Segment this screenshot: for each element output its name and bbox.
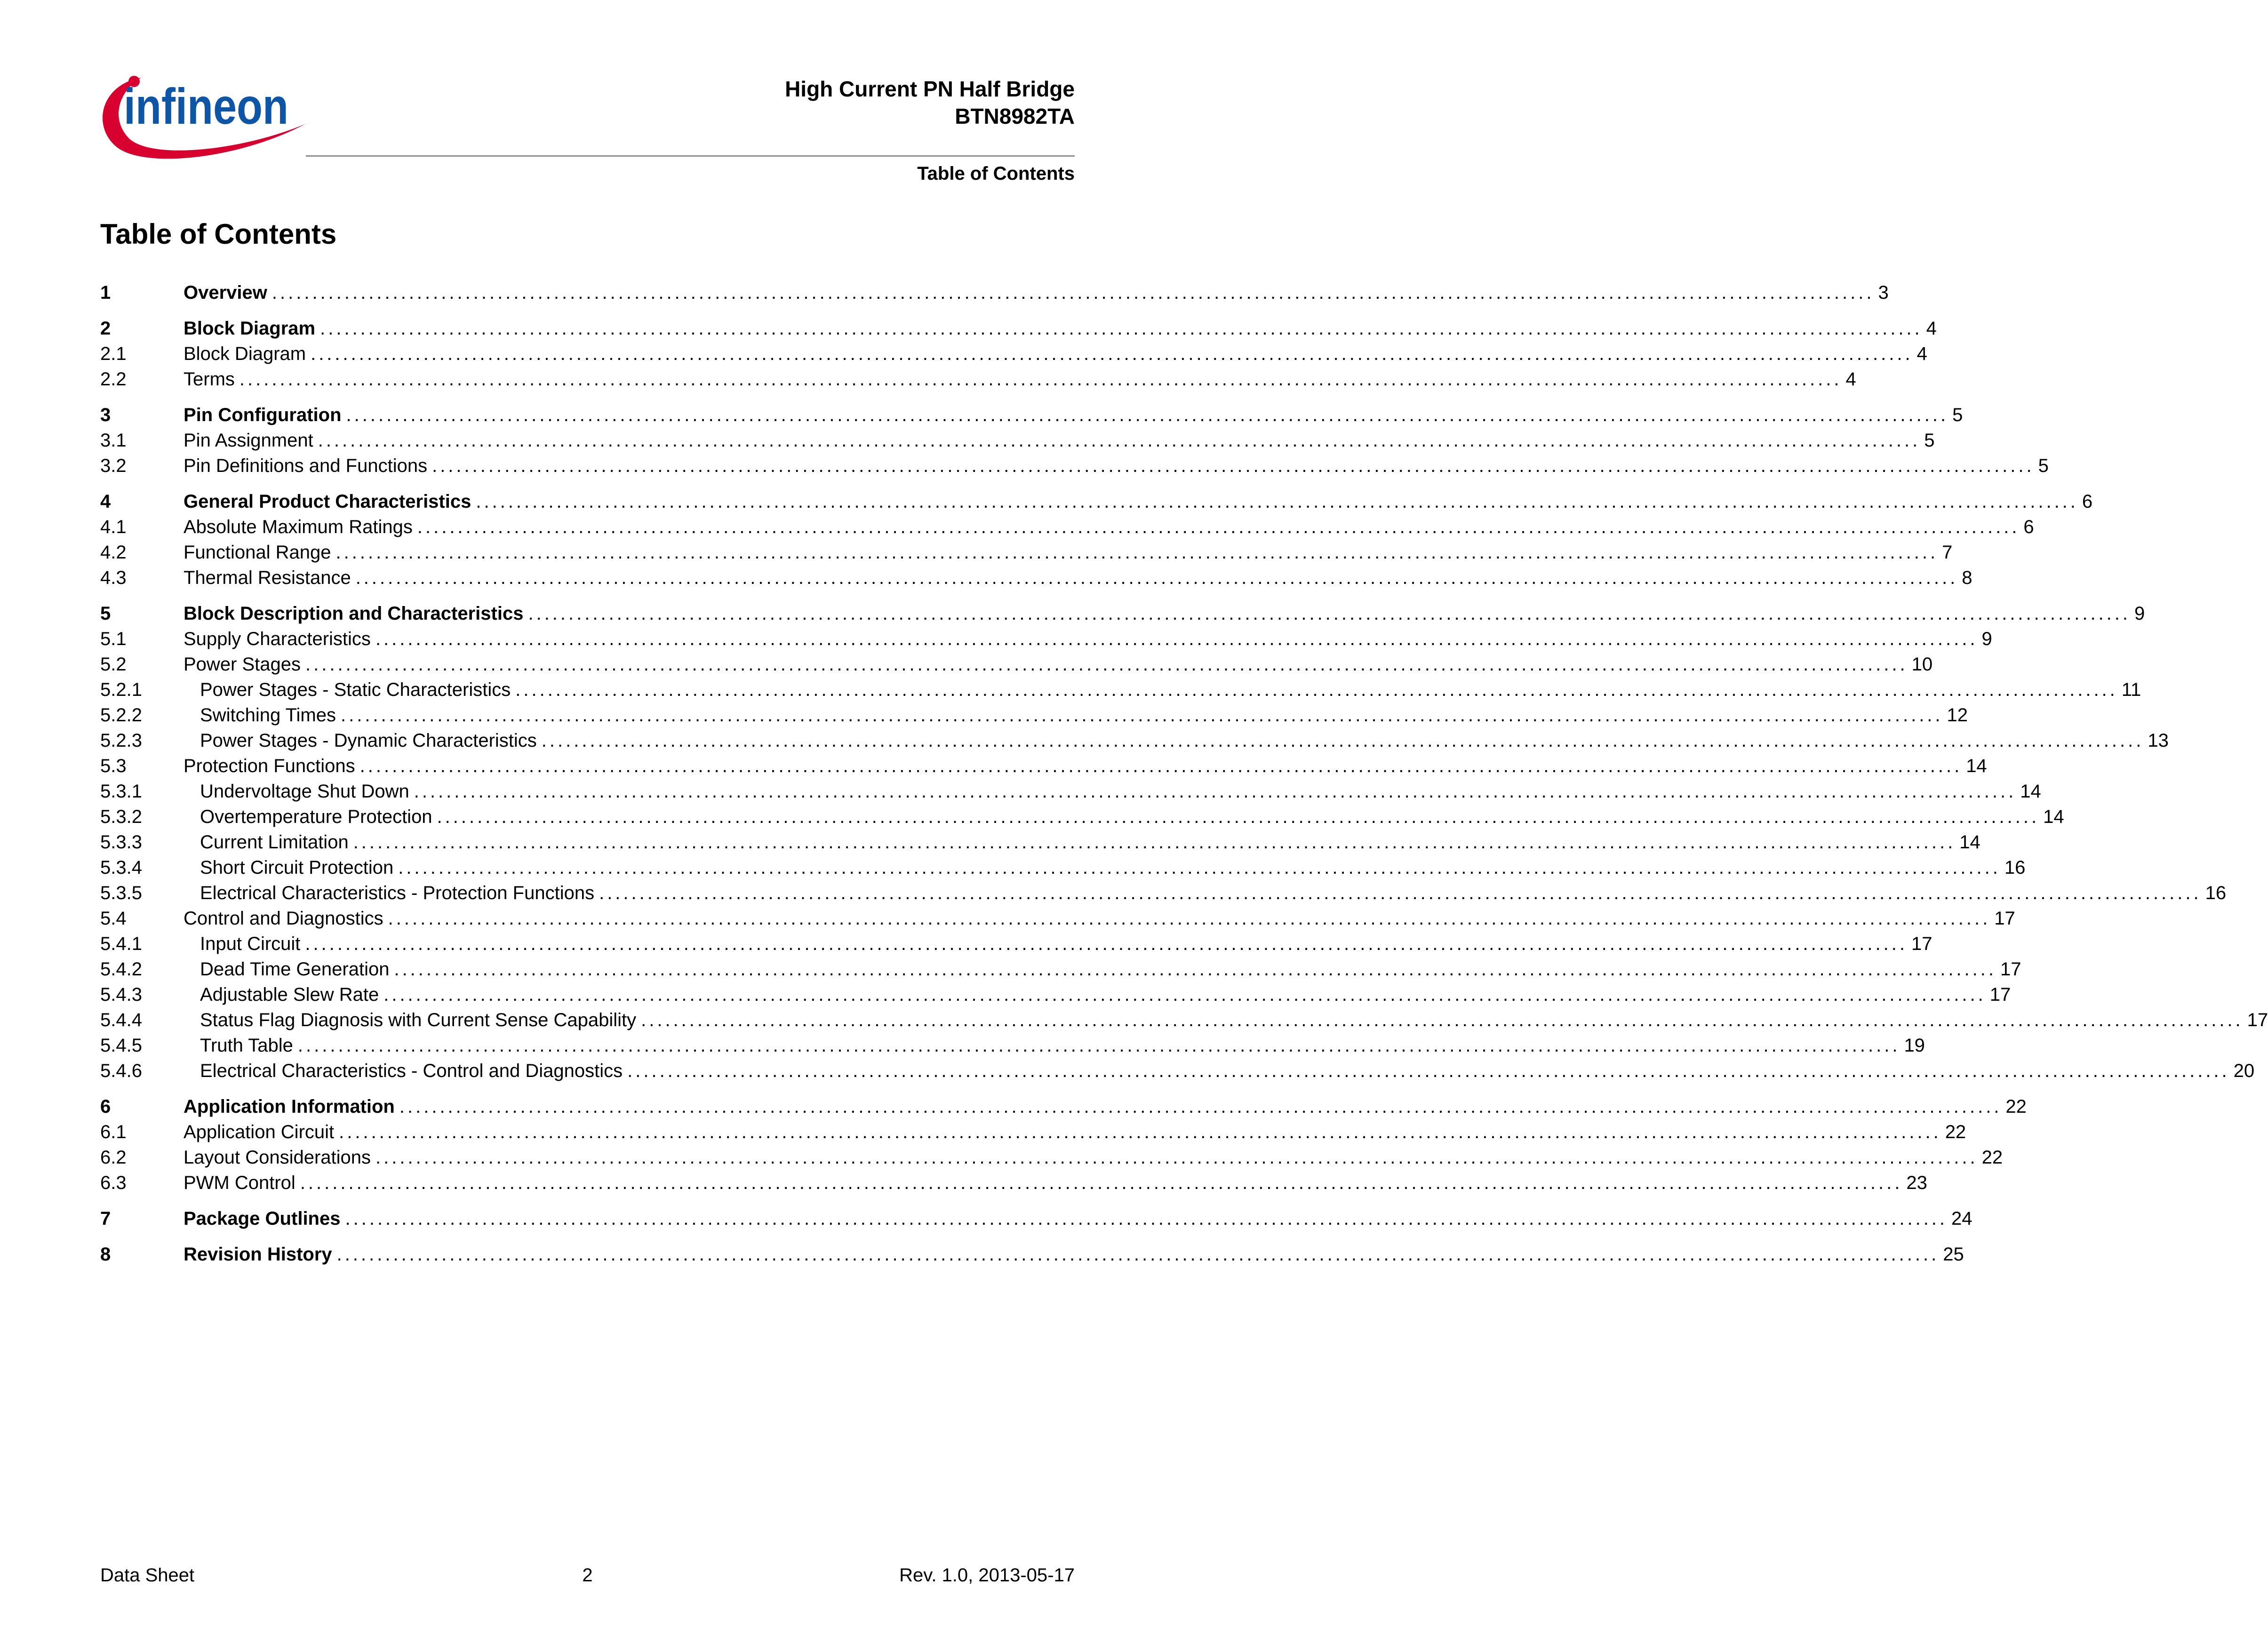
toc-entry-page[interactable]: 14 [1966, 756, 1987, 776]
toc-entry-number: 2 [100, 318, 111, 339]
toc-entry-title[interactable]: Functional Range [184, 542, 331, 563]
toc-entry-number: 5.4.4 [100, 1010, 142, 1030]
toc-dot-leader: ....................................................................................................................................................................................................... [476, 491, 2078, 512]
toc-entry[interactable] [100, 804, 2064, 829]
toc-entry[interactable] [100, 1007, 2268, 1033]
toc-entry-number: 5.4.6 [100, 1061, 142, 1081]
toc-entry-number: 5.4.3 [100, 984, 142, 1005]
toc-entry-page[interactable]: 3 [1878, 282, 1889, 303]
toc-entry-number: 3 [100, 405, 111, 425]
toc-dot-leader: ....................................................................................................................................................................................................... [318, 430, 1921, 451]
toc-entry-title[interactable]: Pin Definitions and Functions [184, 455, 428, 476]
toc-entry-page[interactable]: 17 [2000, 959, 2021, 980]
toc-entry-page[interactable]: 8 [1962, 567, 1973, 588]
toc-entry-page[interactable]: 25 [1943, 1244, 1964, 1265]
toc-dot-leader: ....................................................................................................................................................................................................... [528, 603, 2131, 624]
toc-entry[interactable] [100, 652, 1933, 677]
header-section-label: Table of Contents [917, 163, 1075, 184]
toc-entry-number: 5.3.5 [100, 883, 142, 903]
toc-dot-leader: ....................................................................................................................................................................................................... [340, 705, 1943, 726]
toc-entry-title[interactable]: Application Circuit [184, 1122, 335, 1142]
toc-entry-title[interactable]: Supply Characteristics [184, 629, 371, 649]
toc-dot-leader: ....................................................................................................................................................................................................... [305, 933, 1908, 954]
toc-entry-number: 5.4 [100, 908, 127, 929]
toc-entry-title[interactable]: Short Circuit Protection [200, 857, 394, 878]
toc-entry-number: 3.1 [100, 430, 127, 451]
toc-entry-number: 4.2 [100, 542, 127, 563]
toc-entry-page[interactable]: 10 [1911, 654, 1933, 675]
product-line-1: High Current PN Half Bridge [785, 77, 1075, 101]
toc-entry-number: 5.3.3 [100, 832, 142, 853]
toc-entry-title[interactable]: Electrical Characteristics - Protection Functions [200, 883, 595, 903]
toc-entry-page[interactable]: 24 [1951, 1208, 1973, 1229]
toc-entry[interactable] [100, 1170, 1927, 1196]
toc-entry-page[interactable]: 9 [2134, 603, 2145, 624]
toc-entry-page[interactable]: 9 [1981, 629, 1992, 649]
toc-entry-page[interactable]: 5 [2038, 455, 2049, 476]
toc-entry-number: 2.2 [100, 369, 127, 390]
toc-entry[interactable] [100, 1119, 1966, 1145]
toc-entry-page[interactable]: 16 [2205, 883, 2227, 903]
toc-entry[interactable] [100, 341, 1927, 367]
toc-entry-number: 2.1 [100, 343, 127, 364]
toc-entry[interactable] [100, 316, 1937, 341]
toc-entry-number: 5.4.1 [100, 933, 142, 954]
toc-entry-title[interactable]: Application Information [184, 1096, 395, 1117]
toc-entry-page[interactable]: 14 [1959, 832, 1981, 853]
toc-dot-leader: ....................................................................................................................................................................................................... [345, 1208, 1948, 1229]
toc-entry-page[interactable]: 13 [2148, 730, 2169, 751]
toc-entry-title[interactable]: General Product Characteristics [184, 491, 471, 512]
toc-entry-page[interactable]: 4 [1926, 318, 1937, 339]
toc-entry-number: 6.2 [100, 1147, 127, 1168]
toc-entry-page[interactable]: 17 [2247, 1010, 2268, 1030]
toc-entry-title[interactable]: Power Stages - Dynamic Characteristics [200, 730, 537, 751]
toc-entry-page[interactable]: 23 [1906, 1172, 1927, 1193]
toc-entry-title[interactable]: Undervoltage Shut Down [200, 781, 409, 802]
toc-entry-number: 5.3.2 [100, 806, 142, 827]
toc-dot-leader: ....................................................................................................................................................................................................... [394, 959, 1996, 980]
toc-dot-leader: ....................................................................................................................................................................................................... [239, 369, 1842, 390]
toc-entry-number: 6.1 [100, 1122, 127, 1142]
toc-entry-number: 5.3.4 [100, 857, 142, 878]
document-header-title [785, 75, 1075, 130]
toc-entry-number: 4.3 [100, 567, 127, 588]
toc-entry-title[interactable]: Truth Table [200, 1035, 293, 1056]
logo-wordmark: infineon [124, 78, 288, 135]
toc-entry[interactable] [100, 565, 1973, 590]
toc-entry-page[interactable]: 5 [1924, 430, 1935, 451]
toc-entry-title[interactable]: Switching Times [200, 705, 336, 726]
toc-entry-number: 6.3 [100, 1172, 127, 1193]
toc-dot-leader: ....................................................................................................................................................................................................... [336, 1244, 1940, 1265]
toc-entry-title[interactable]: Overtemperature Protection [200, 806, 432, 827]
toc-entry-page[interactable]: 4 [1845, 369, 1856, 390]
toc-entry-page[interactable]: 19 [1904, 1035, 1925, 1056]
toc-entry-page[interactable]: 7 [1942, 542, 1953, 563]
toc-entry-title[interactable]: Block Diagram [184, 343, 306, 364]
toc-entry[interactable] [100, 931, 1933, 957]
toc-entry-number: 5 [100, 603, 111, 624]
toc-entry-page[interactable]: 4 [1917, 343, 1927, 364]
infineon-logo [96, 64, 313, 165]
toc-entry[interactable] [100, 982, 2011, 1007]
table-of-contents [100, 280, 2268, 1267]
infineon-logo-mark [96, 64, 313, 165]
toc-entry-title[interactable]: Thermal Resistance [184, 567, 351, 588]
toc-entry[interactable] [100, 1242, 1964, 1267]
toc-dot-leader: ....................................................................................................................................................................................................... [388, 908, 1991, 929]
toc-dot-leader: ....................................................................................................................................................................................................... [272, 282, 1875, 303]
toc-entry[interactable] [100, 1033, 1925, 1058]
toc-entry-page[interactable]: 20 [2233, 1061, 2255, 1081]
toc-entry-page[interactable]: 17 [1989, 984, 2011, 1005]
toc-entry[interactable] [100, 906, 2015, 931]
header-divider [306, 155, 1075, 157]
toc-entry-title[interactable]: PWM Control [184, 1172, 295, 1193]
toc-dot-leader: ....................................................................................................................................................................................................... [339, 1122, 1941, 1142]
toc-dot-leader: ....................................................................................................................................................................................................... [417, 517, 2020, 537]
toc-entry[interactable] [100, 677, 2141, 702]
toc-entry-page[interactable]: 5 [1952, 405, 1963, 425]
page-footer [100, 1562, 1075, 1588]
toc-entry[interactable] [100, 402, 1963, 428]
toc-entry-title[interactable]: Overview [184, 282, 267, 303]
toc-dot-leader: ....................................................................................................................................................................................................... [300, 1172, 1903, 1193]
toc-entry-title[interactable]: Protection Functions [184, 756, 355, 776]
toc-dot-leader: ....................................................................................................................................................................................................... [320, 318, 1923, 339]
toc-entry[interactable] [100, 880, 2227, 906]
toc-dot-leader: ....................................................................................................................................................................................................... [398, 857, 2001, 878]
toc-dot-leader: ....................................................................................................................................................................................................... [375, 1147, 1978, 1168]
toc-entry-title[interactable]: Absolute Maximum Ratings [184, 517, 413, 537]
toc-entry-page[interactable]: 6 [2023, 517, 2034, 537]
toc-entry[interactable] [100, 428, 1935, 453]
toc-entry-title[interactable]: Terms [184, 369, 235, 390]
toc-entry[interactable] [100, 626, 1992, 652]
toc-entry-title[interactable]: Status Flag Diagnosis with Current Sense Capability [200, 1010, 637, 1030]
toc-entry-page[interactable]: 11 [2121, 679, 2141, 700]
toc-dot-leader: ....................................................................................................................................................................................................... [414, 781, 2017, 802]
toc-entry-title[interactable]: Dead Time Generation [200, 959, 390, 980]
toc-dot-leader: ....................................................................................................................................................................................................... [641, 1010, 2244, 1030]
toc-entry-title[interactable]: Power Stages [184, 654, 301, 675]
toc-entry-page[interactable]: 6 [2082, 491, 2093, 512]
toc-dot-leader: ....................................................................................................................................................................................................... [353, 832, 1956, 853]
toc-dot-leader: ....................................................................................................................................................................................................... [297, 1035, 1901, 1056]
toc-entry-page[interactable]: 22 [1981, 1147, 2003, 1168]
toc-entry[interactable] [100, 367, 1856, 392]
toc-entry[interactable] [100, 1206, 1973, 1231]
toc-entry-page[interactable]: 16 [2004, 857, 2026, 878]
toc-entry-page[interactable]: 14 [2020, 781, 2041, 802]
toc-entry-title[interactable]: Block Diagram [184, 318, 316, 339]
toc-dot-leader: ....................................................................................................................................................................................................... [627, 1061, 2230, 1081]
toc-dot-leader: ....................................................................................................................................................................................................... [432, 455, 2035, 476]
toc-dot-leader: ....................................................................................................................................................................................................... [355, 567, 1958, 588]
toc-entry-title[interactable]: Power Stages - Static Characteristics [200, 679, 511, 700]
toc-entry[interactable] [100, 1145, 2003, 1170]
toc-entry-number: 8 [100, 1244, 111, 1265]
toc-entry-number: 5.1 [100, 629, 127, 649]
toc-entry-title[interactable]: Block Description and Characteristics [184, 603, 524, 624]
toc-entry-number: 5.2.1 [100, 679, 142, 700]
toc-entry[interactable] [100, 1058, 2255, 1084]
toc-entry[interactable] [100, 453, 2049, 479]
toc-entry-number: 5.4.2 [100, 959, 142, 980]
toc-entry-page[interactable]: 12 [1947, 705, 1968, 726]
toc-entry-title[interactable]: Current Limitation [200, 832, 349, 853]
toc-entry[interactable] [100, 779, 2041, 804]
toc-entry-page[interactable]: 17 [1911, 933, 1933, 954]
footer-revision: Rev. 1.0, 2013-05-17 [899, 1565, 1075, 1586]
toc-entry[interactable] [100, 601, 2145, 626]
toc-entry-title[interactable]: Revision History [184, 1244, 332, 1265]
toc-dot-leader: ....................................................................................................................................................................................................... [515, 679, 2118, 700]
toc-entry-title[interactable]: Adjustable Slew Rate [200, 984, 379, 1005]
toc-entry-number: 5.3 [100, 756, 127, 776]
toc-dot-leader: ....................................................................................................................................................................................................... [399, 1096, 2002, 1117]
product-line-2: BTN8982TA [955, 104, 1075, 128]
page-title: Table of Contents [100, 218, 337, 250]
toc-entry-number: 5.2 [100, 654, 127, 675]
toc-entry[interactable] [100, 855, 2026, 880]
toc-dot-leader: ....................................................................................................................................................................................................... [346, 405, 1949, 425]
toc-entry-title[interactable]: Electrical Characteristics - Control and Diagnostics [200, 1061, 623, 1081]
toc-entry-number: 5.3.1 [100, 781, 142, 802]
toc-entry-number: 6 [100, 1096, 111, 1117]
toc-dot-leader: ....................................................................................................................................................................................................... [383, 984, 1986, 1005]
toc-dot-leader: ....................................................................................................................................................................................................... [335, 542, 1939, 563]
toc-dot-leader: ....................................................................................................................................................................................................... [599, 883, 2202, 903]
toc-entry-title[interactable]: Package Outlines [184, 1208, 341, 1229]
toc-entry-number: 4.1 [100, 517, 127, 537]
footer-page-number: 2 [582, 1565, 593, 1586]
toc-entry-number: 5.2.2 [100, 705, 142, 726]
toc-entry-number: 7 [100, 1208, 111, 1229]
toc-entry-title[interactable]: Control and Diagnostics [184, 908, 383, 929]
toc-entry[interactable] [100, 514, 2034, 540]
toc-dot-leader: ....................................................................................................................................................................................................... [375, 629, 1978, 649]
toc-entry-number: 5.4.5 [100, 1035, 142, 1056]
toc-dot-leader: ....................................................................................................................................................................................................... [305, 654, 1908, 675]
toc-entry-number: 5.2.3 [100, 730, 142, 751]
toc-entry-page[interactable]: 22 [2005, 1096, 2027, 1117]
toc-entry-number: 3.2 [100, 455, 127, 476]
toc-entry[interactable] [100, 829, 1981, 855]
toc-dot-leader: ....................................................................................................................................................................................................... [311, 343, 1913, 364]
toc-entry[interactable] [100, 753, 1987, 779]
footer-doc-type: Data Sheet [100, 1565, 195, 1586]
toc-entry-number: 1 [100, 282, 111, 303]
toc-entry[interactable] [100, 280, 1889, 305]
toc-dot-leader: ....................................................................................................................................................................................................... [359, 756, 1963, 776]
toc-dot-leader: ....................................................................................................................................................................................................... [437, 806, 2040, 827]
toc-entry-page[interactable]: 14 [2043, 806, 2064, 827]
toc-entry-page[interactable]: 17 [1994, 908, 2015, 929]
toc-entry[interactable] [100, 540, 1953, 565]
toc-entry[interactable] [100, 489, 2093, 514]
toc-entry[interactable] [100, 702, 1968, 728]
toc-entry[interactable] [100, 728, 2169, 753]
toc-entry-title[interactable]: Layout Considerations [184, 1147, 371, 1168]
toc-entry-title[interactable]: Pin Configuration [184, 405, 342, 425]
toc-entry-number: 4 [100, 491, 111, 512]
toc-entry-title[interactable]: Input Circuit [200, 933, 301, 954]
toc-dot-leader: ....................................................................................................................................................................................................... [541, 730, 2144, 751]
toc-entry-page[interactable]: 22 [1945, 1122, 1966, 1142]
toc-entry-title[interactable]: Pin Assignment [184, 430, 313, 451]
toc-entry[interactable] [100, 957, 2021, 982]
toc-entry[interactable] [100, 1094, 2027, 1119]
